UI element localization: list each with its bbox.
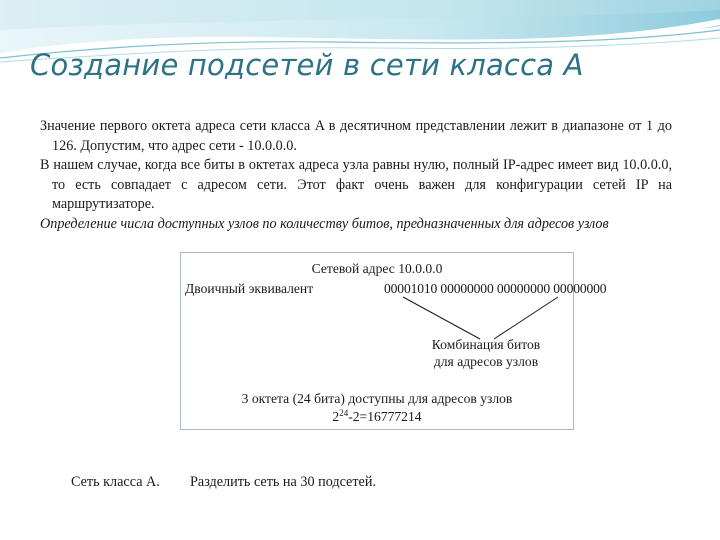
caption-class-a: Сеть класса A. xyxy=(71,474,160,490)
host-bits-label-line2: для адресов узлов xyxy=(433,354,539,369)
paragraph-host-count: Определение числа доступных узлов по количеству битов, предназначенных для адресов узлов xyxy=(40,215,609,232)
paragraph-octet-range: Значение первого октета адреса сети класса A в десятичном представлении лежит в диапазоне от 1 до 126. Допустим, что адрес сети - 10.0.0.0. xyxy=(40,118,672,154)
slide-body xyxy=(40,117,672,234)
binary-equivalent-label: Двоичный эквивалент xyxy=(185,281,314,296)
binary-equivalent-value: 00001010 00000000 00000000 00000000 xyxy=(384,281,607,296)
formula-result: -2=16777214 xyxy=(348,409,422,424)
formula-base: 2 xyxy=(332,409,340,424)
caption-subnet-task: Разделить сеть на 30 подсетей. xyxy=(190,474,376,490)
host-count-formula xyxy=(181,409,573,425)
host-bits-label-line1: Комбинация битов xyxy=(431,337,541,352)
address-diagram xyxy=(180,252,607,430)
paragraph-full-address: В нашем случае, когда все биты в октетах адреса узла равны нулю, полный IP-адрес имеет вид 10.0.0.0, то есть совпадает с адресом сети. Этот факт очень важен для конфигурации сетей IP на маршрутизаторе. xyxy=(40,157,672,212)
slide-title: Создание подсетей в сети класса A xyxy=(30,48,584,82)
network-address-label: Сетевой адрес 10.0.0.0 xyxy=(311,261,443,276)
formula-exponent: 24 xyxy=(339,408,349,418)
available-octets-text: 3 октета (24 бита) доступны для адресов узлов xyxy=(241,391,513,406)
